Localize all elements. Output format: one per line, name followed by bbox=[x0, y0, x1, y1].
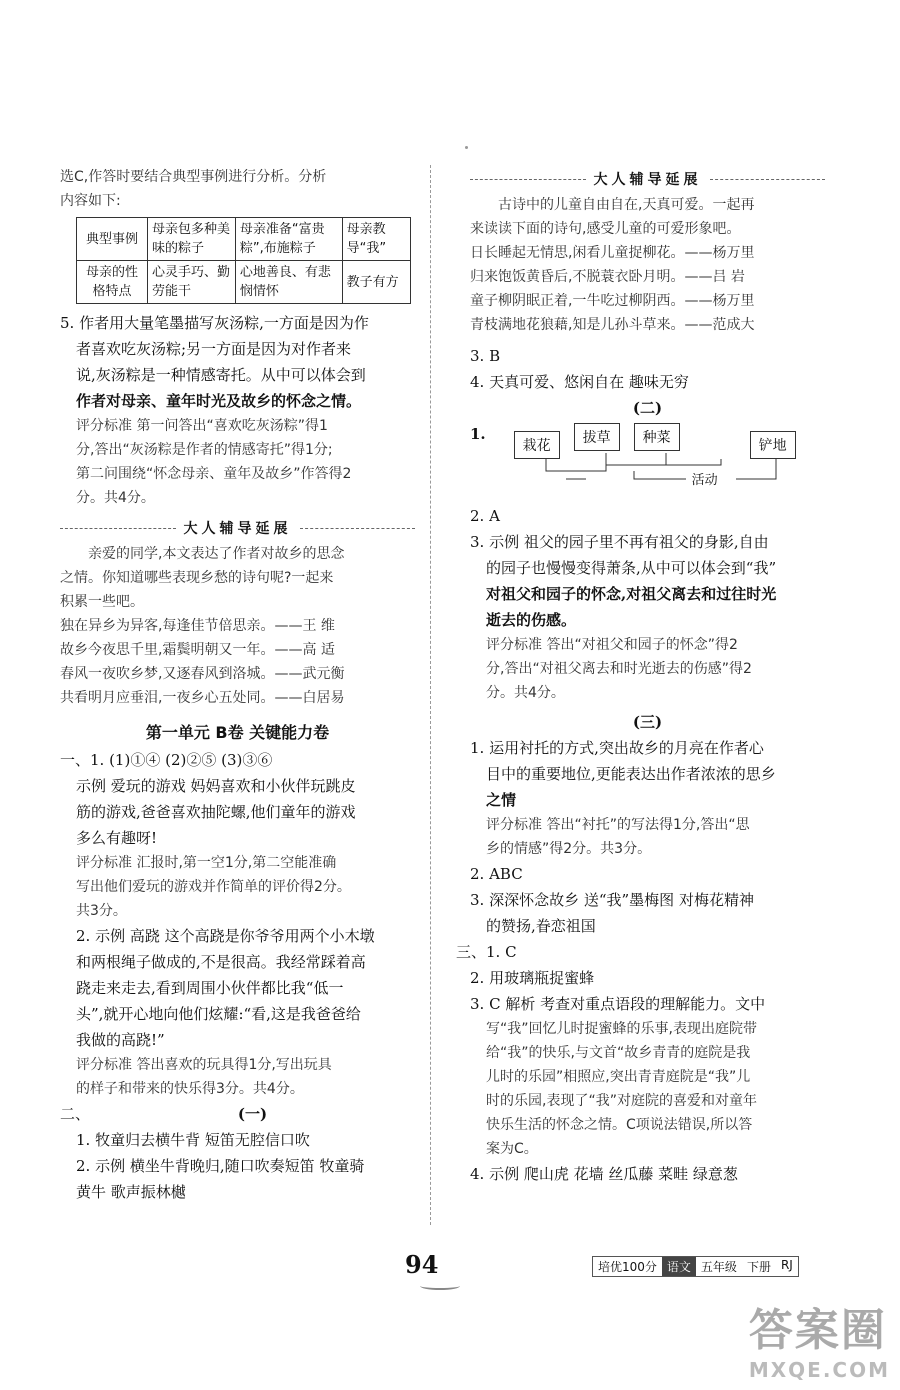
answer-line: 筋的游戏,爸爸喜欢抽陀螺,他们童年的游戏 bbox=[76, 803, 356, 821]
extension-line: 积累一些吧。 bbox=[60, 594, 144, 610]
answer-line: 示例 爱玩的游戏 妈妈喜欢和小伙伴玩跳皮 bbox=[76, 777, 356, 795]
subsection-label: (二) bbox=[632, 399, 663, 417]
page-number: 94 bbox=[405, 1250, 439, 1279]
banner-title: 大人辅导延展 bbox=[593, 172, 702, 188]
activity-box: 拔草 bbox=[574, 423, 620, 451]
answer-line: 2. 示例 高跷 这个高跷是你爷爷用两个小木墩 bbox=[76, 927, 375, 945]
answer-line: 3. B bbox=[470, 347, 501, 365]
watermark-url: MXQE.COM bbox=[748, 1358, 890, 1382]
answer-line: 目中的重要地位,更能表达出作者浓浓的思乡 bbox=[486, 765, 776, 783]
decorative-dot bbox=[465, 146, 468, 149]
scoring-line: 分。共4分。 bbox=[486, 685, 565, 701]
answer-line: 1. 牧童归去横牛背 短笛无腔信口吹 bbox=[76, 1131, 310, 1149]
table-cell: 母亲准备“富贵粽”,布施粽子 bbox=[235, 218, 342, 261]
answer-line: 5. 作者用大量笔墨描写灰汤粽,一方面是因为作 bbox=[60, 314, 369, 332]
scoring-line: 的样子和带来的快乐得3分。共4分。 bbox=[76, 1081, 304, 1097]
scoring-line: 分,答出“灰汤粽是作者的情感寄托”得1分; bbox=[76, 442, 333, 458]
scoring-line: 评分标准 汇报时,第一空1分,第二空能准确 bbox=[76, 855, 337, 871]
activity-diagram-row bbox=[470, 421, 825, 503]
table-cell: 母亲包多种美味的粽子 bbox=[148, 218, 236, 261]
scoring-line: 写出他们爱玩的游戏并作简单的评价得2分。 bbox=[76, 879, 351, 895]
scoring-line: 分。共4分。 bbox=[76, 490, 155, 506]
section-two-header bbox=[60, 1101, 415, 1127]
section-label: 二、 bbox=[60, 1105, 91, 1123]
badge-item: 培优100分 bbox=[598, 1260, 657, 1274]
scoring-line: 第二问围绕“怀念母亲、童年及故乡”作答得2 bbox=[76, 466, 352, 482]
analysis-line: 案为C。 bbox=[486, 1141, 538, 1157]
answer-line: 2. ABC bbox=[470, 865, 523, 883]
table-cell: 心地善良、有悲悯情怀 bbox=[235, 261, 342, 304]
poem-line: 春风一夜吹乡梦,又逐春风到洛城。——武元衡 bbox=[60, 666, 345, 682]
activity-box: 铲地 bbox=[750, 431, 796, 459]
badge-item: 下册 bbox=[746, 1260, 771, 1274]
answer-line: 多么有趣呀! bbox=[76, 829, 158, 847]
watermark-text: 答案圈 bbox=[748, 1305, 887, 1356]
answer-line: 和两根绳子做成的,不是很高。我经常踩着高 bbox=[76, 953, 366, 971]
activity-box: 种菜 bbox=[634, 423, 680, 451]
scoring-line: 分,答出“对祖父离去和时光逝去的伤感”得2 bbox=[486, 661, 752, 677]
answer-line: 2. 用玻璃瓶捉蜜蜂 bbox=[470, 969, 595, 987]
poem-line: 独在异乡为异客,每逢佳节倍思亲。——王 维 bbox=[60, 618, 335, 634]
badge-item: RJ bbox=[780, 1258, 793, 1272]
poem-line: 共看明月应垂泪,一夜乡心五处同。——白居易 bbox=[60, 690, 345, 706]
analysis-line: 儿时的乐园”相照应,突出青青庭院是“我”儿 bbox=[486, 1069, 751, 1085]
scoring-line: 评分标准 答出“对祖父和园子的怀念”得2 bbox=[486, 637, 738, 653]
right-column bbox=[456, 165, 825, 1187]
answer-line: 3. 深深怀念故乡 送“我”墨梅图 对梅花精神 bbox=[470, 891, 754, 909]
poem-line: 日长睡起无情思,闲看儿童捉柳花。——杨万里 bbox=[470, 245, 755, 261]
subsection-label: (三) bbox=[632, 713, 663, 731]
poem-line: 童子柳阴眠正着,一牛吃过柳阴西。——杨万里 bbox=[470, 293, 755, 309]
answer-line: 2. 示例 横坐牛背晚归,随口吹奏短笛 牧童骑 bbox=[76, 1157, 365, 1175]
answer-line: 2. A bbox=[470, 507, 500, 525]
answer-line: 对祖父和园子的怀念,对祖父离去和过往时光 bbox=[486, 585, 777, 603]
answer-line: 跷走来走去,看到周围小伙伴都比我“低一 bbox=[76, 979, 344, 997]
answer-line: 之情 bbox=[486, 791, 517, 809]
answer-line: 1. 运用衬托的方式,突出故乡的月亮在作者心 bbox=[470, 739, 764, 757]
answer-line: 作者对母亲、童年时光及故乡的怀念之情。 bbox=[76, 392, 362, 410]
answer-line: 我做的高跷!” bbox=[76, 1031, 165, 1049]
table-cell: 教子有方 bbox=[342, 261, 410, 304]
scoring-line: 评分标准 第一问答出“喜欢吃灰汤粽”得1 bbox=[76, 418, 328, 434]
scoring-line: 共3分。 bbox=[76, 903, 127, 919]
analysis-line: 快乐生活的怀念之情。C项说法错误,所以答 bbox=[486, 1117, 753, 1133]
answer-line: 的赞扬,眷恋祖国 bbox=[486, 917, 596, 935]
scoring-line: 评分标准 答出“衬托”的写法得1分,答出“思 bbox=[486, 817, 750, 833]
intro-line: 内容如下: bbox=[60, 193, 121, 209]
banner-title: 大人辅导延展 bbox=[183, 521, 292, 537]
watermark-logo bbox=[749, 1294, 890, 1382]
extension-banner bbox=[470, 169, 825, 189]
answer-line: 一、1. (1)①④ (2)②⑤ (3)③⑥ bbox=[60, 751, 273, 769]
answer-line: 说,灰汤粽是一种情感寄托。从中可以体会到 bbox=[76, 366, 366, 384]
answer-line: 者喜欢吃灰汤粽;另一方面是因为对作者来 bbox=[76, 340, 352, 358]
table-cell: 典型事例 bbox=[77, 218, 148, 261]
answer-line: 的园子也慢慢变得萧条,从中可以体会到“我” bbox=[486, 559, 777, 577]
activity-diagram bbox=[506, 423, 825, 497]
answer-line: 头”,就开心地向他们炫耀:“看,这是我爸爸给 bbox=[76, 1005, 361, 1023]
table-cell: 母亲的性格特点 bbox=[77, 261, 148, 304]
scoring-line: 乡的情感”得2分。共3分。 bbox=[486, 841, 652, 857]
extension-line: 亲爱的同学,本文表达了作者对故乡的思念 bbox=[88, 546, 345, 562]
question-number: 1. bbox=[470, 425, 486, 443]
table-cell: 心灵手巧、勤劳能干 bbox=[148, 261, 236, 304]
book-badge bbox=[592, 1256, 799, 1277]
intro-line: 选C,作答时要结合典型事例进行分析。分析 bbox=[60, 169, 327, 185]
extension-banner bbox=[60, 518, 415, 538]
analysis-line: 时的乐园,表现了“我”对庭院的喜爱和对童年 bbox=[486, 1093, 757, 1109]
badge-item: 语文 bbox=[662, 1257, 696, 1276]
poem-line: 归来饱饭黄昏后,不脱蓑衣卧月明。——吕 岩 bbox=[470, 269, 745, 285]
analysis-line: 写“我”回忆儿时捉蜜蜂的乐事,表现出庭院带 bbox=[486, 1021, 757, 1037]
badge-item: 五年级 bbox=[700, 1260, 737, 1274]
answer-line: 3. C 解析 考查对重点语段的理解能力。文中 bbox=[470, 995, 766, 1013]
page-number-swoosh bbox=[420, 1282, 460, 1290]
extension-line: 来读读下面的诗句,感受儿童的可爱形象吧。 bbox=[470, 221, 741, 237]
extension-line: 之情。你知道哪些表现乡愁的诗句呢?一起来 bbox=[60, 570, 334, 586]
table-cell: 母亲教导“我” bbox=[342, 218, 410, 261]
scoring-line: 评分标准 答出喜欢的玩具得1分,写出玩具 bbox=[76, 1057, 332, 1073]
answer-line: 逝去的伤感。 bbox=[486, 611, 577, 629]
table-row bbox=[77, 261, 411, 304]
poem-line: 青枝满地花狼藉,知是儿孙斗草来。——范成大 bbox=[470, 317, 755, 333]
poem-line: 故乡今夜思千里,霜鬓明朝又一年。——高 适 bbox=[60, 642, 335, 658]
subsection-label: (一) bbox=[237, 1105, 268, 1123]
answer-line: 4. 天真可爱、悠闲自在 趣味无穷 bbox=[470, 373, 689, 391]
left-column bbox=[60, 165, 415, 1205]
mother-traits-table bbox=[76, 217, 411, 304]
column-divider bbox=[430, 165, 431, 1225]
answer-line: 三、1. C bbox=[456, 943, 517, 961]
answer-line: 黄牛 歌声振林樾 bbox=[76, 1183, 186, 1201]
extension-line: 古诗中的儿童自由自在,天真可爱。一起再 bbox=[498, 197, 755, 213]
activity-box: 栽花 bbox=[514, 431, 560, 459]
unit-title: 第一单元 B卷 关键能力卷 bbox=[145, 723, 330, 742]
answer-line: 3. 示例 祖父的园子里不再有祖父的身影,自由 bbox=[470, 533, 769, 551]
analysis-line: 给“我”的快乐,与文首“故乡青青的庭院是我 bbox=[486, 1045, 751, 1061]
answer-line: 4. 示例 爬山虎 花墙 丝瓜藤 菜畦 绿意葱 bbox=[470, 1165, 738, 1183]
diagram-label: 活动 bbox=[691, 473, 718, 488]
table-row bbox=[77, 218, 411, 261]
